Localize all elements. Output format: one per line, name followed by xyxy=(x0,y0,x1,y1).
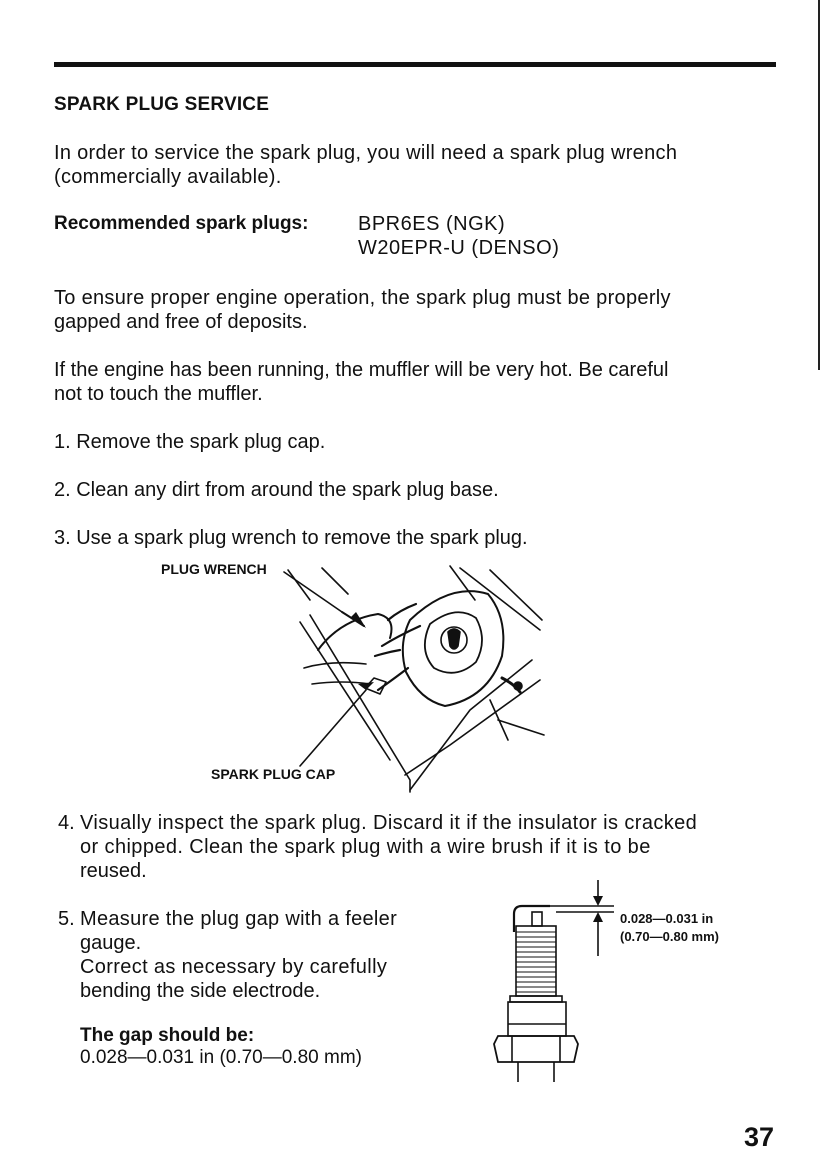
gap-spec-inches: 0.028—0.031 in xyxy=(620,911,714,926)
top-rule xyxy=(54,62,776,67)
gap-paragraph-line-1: To ensure proper engine operation, the spark plug must be properly xyxy=(54,287,671,309)
gap-note-label: The gap should be: xyxy=(80,1025,255,1046)
step-5-line-2: gauge. xyxy=(80,932,142,954)
hot-paragraph-line-2: not to touch the muffler. xyxy=(54,383,263,405)
step-4-number: 4. xyxy=(58,812,75,834)
gap-note-value: 0.028—0.031 in (0.70—0.80 mm) xyxy=(80,1047,362,1068)
intro-line-1: In order to service the spark plug, you will need a spark plug wrench xyxy=(54,142,678,164)
step-5-line-3: Correct as necessary by carefully xyxy=(80,956,388,978)
step-3: 3. Use a spark plug wrench to remove the spark plug. xyxy=(54,527,528,549)
step-5-line-4: bending the side electrode. xyxy=(80,980,321,1002)
label-spark-plug-cap: SPARK PLUG CAP xyxy=(211,766,336,782)
section-title: SPARK PLUG SERVICE xyxy=(54,94,270,115)
page-edge xyxy=(818,0,820,370)
spark-plug-gap-illustration xyxy=(490,876,620,1086)
gap-paragraph-line-2: gapped and free of deposits. xyxy=(54,311,308,333)
intro-line-2: (commercially available). xyxy=(54,166,282,188)
gap-spec-mm: (0.70—0.80 mm) xyxy=(620,929,719,944)
label-plug-wrench: PLUG WRENCH xyxy=(161,561,267,577)
plug-denso: W20EPR-U (DENSO) xyxy=(358,237,560,259)
step-5-number: 5. xyxy=(58,908,75,930)
step-1: 1. Remove the spark plug cap. xyxy=(54,431,326,453)
step-4-line-1: Visually inspect the spark plug. Discard it if the insulator is cracked xyxy=(80,812,698,834)
step-2: 2. Clean any dirt from around the spark plug base. xyxy=(54,479,499,501)
page-number: 37 xyxy=(744,1122,775,1152)
plug-wrench-illustration xyxy=(270,560,570,800)
recommended-label: Recommended spark plugs: xyxy=(54,213,309,234)
step-4-line-2: or chipped. Clean the spark plug with a wire brush if it is to be xyxy=(80,836,651,858)
step-4-line-3: reused. xyxy=(80,860,147,882)
step-5-line-1: Measure the plug gap with a feeler xyxy=(80,908,398,930)
plug-ngk: BPR6ES (NGK) xyxy=(358,213,506,235)
hot-paragraph-line-1: If the engine has been running, the muffler will be very hot. Be careful xyxy=(54,359,669,381)
